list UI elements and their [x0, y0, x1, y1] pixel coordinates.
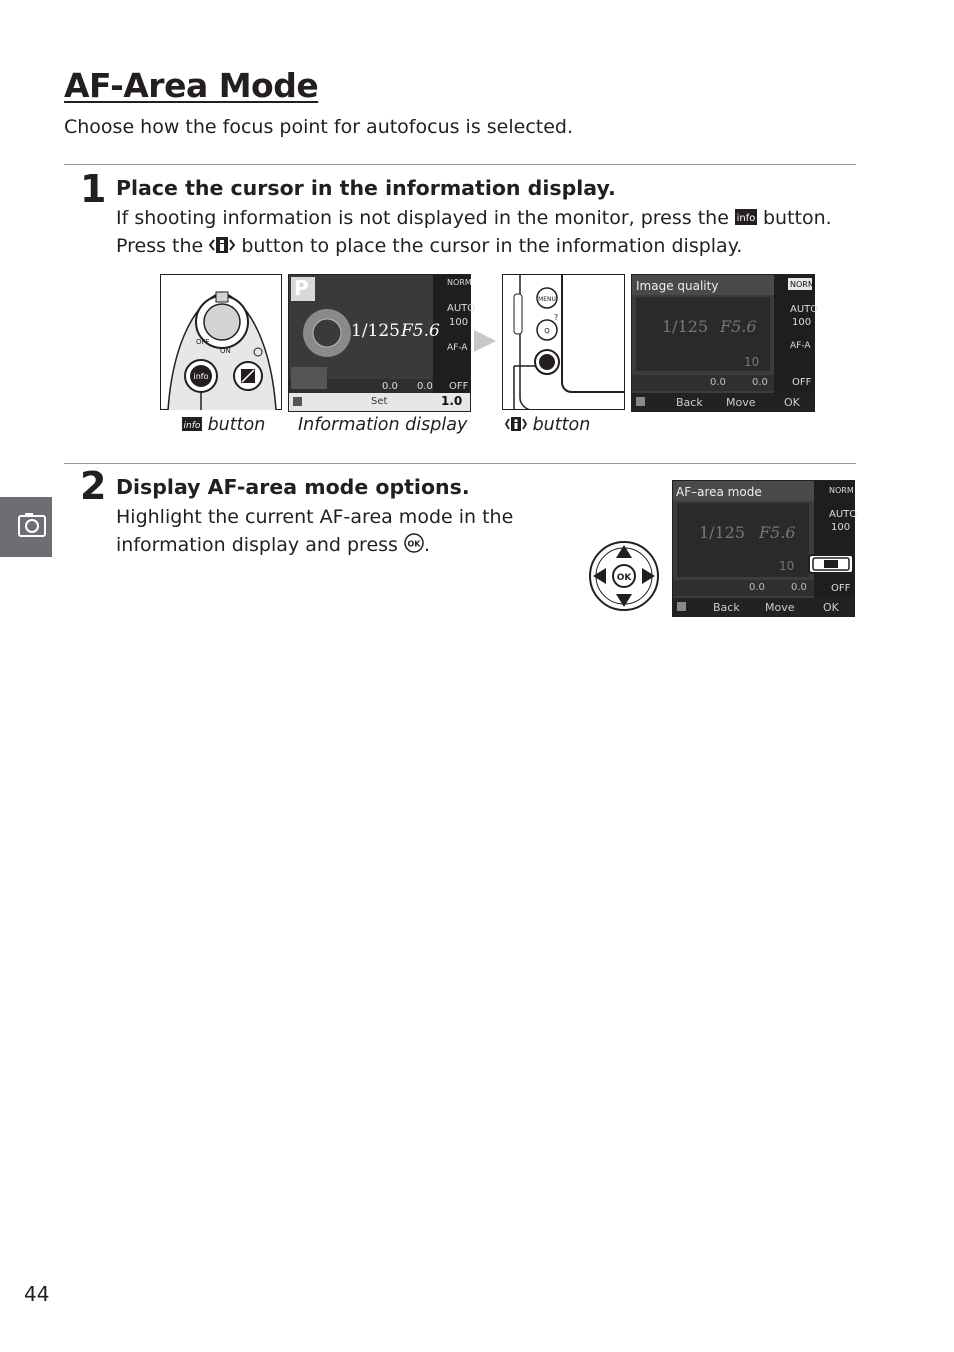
exposure-comp: 0.0 — [749, 582, 765, 593]
shutter-speed: 1/125 — [662, 317, 709, 336]
iso: 100 — [792, 317, 812, 328]
svg-text:OFF: OFF — [196, 338, 210, 346]
af-area-mode-screen — [672, 480, 858, 617]
image-quality-selected: NORM — [790, 280, 815, 289]
svg-text:info: info — [736, 213, 756, 224]
step-2-text-line-1: Highlight the current AF-area mode in the — [116, 506, 514, 528]
svg-text:?: ? — [554, 313, 559, 322]
white-balance: AUTO — [447, 303, 476, 314]
menu-title: AF–area mode — [676, 485, 762, 499]
svg-text:Q: Q — [544, 327, 550, 335]
image-quality: NORM — [829, 486, 854, 495]
svg-text:MENU: MENU — [538, 296, 556, 303]
move-label: Move — [765, 601, 795, 614]
ok-label: OK — [784, 396, 800, 409]
caption-information-display: Information display — [298, 415, 468, 435]
arrow-right-icon — [474, 326, 498, 356]
step-1-number: 1 — [80, 167, 107, 211]
image-quality: NORM — [447, 278, 472, 287]
divider-step-1 — [64, 164, 856, 165]
focus-mode: AF-A — [790, 341, 811, 351]
shutter-speed: 1/125 — [699, 523, 746, 542]
exposures-remaining: 1.0 — [441, 394, 463, 408]
caption-i-button: button — [505, 415, 590, 435]
exposure-comp: 0.0 — [710, 377, 726, 388]
chapter-tab — [0, 497, 52, 557]
step-2-number: 2 — [80, 464, 107, 508]
multi-selector-icon — [588, 540, 660, 612]
menu-title: Image quality — [636, 279, 719, 293]
adl: OFF — [831, 583, 851, 594]
iso: 100 — [449, 317, 469, 328]
step-1-text-line-1: If shooting information is not displayed in the monitor, press the info button. — [116, 207, 832, 229]
step-1-heading: Place the cursor in the information display. — [116, 176, 616, 200]
shutter-speed: 1/125 — [351, 321, 400, 341]
page-number: 44 — [24, 1282, 50, 1306]
shooting-mode: P — [294, 276, 309, 300]
divider-step-2 — [64, 463, 856, 464]
svg-text:info: info — [183, 421, 201, 431]
flash-comp: 0.0 — [417, 381, 433, 392]
set-label: Set — [371, 396, 388, 407]
page-title: AF-Area Mode — [64, 66, 319, 105]
exposure-comp: 0.0 — [382, 381, 398, 392]
white-balance: AUTO — [790, 304, 819, 315]
step-2-heading: Display AF-area mode options. — [116, 475, 470, 499]
step-2-text-line-2: information display and press OK . — [116, 534, 431, 556]
iso: 100 — [831, 522, 851, 533]
info-button-icon — [735, 208, 757, 226]
i-button-icon — [209, 236, 235, 254]
back-label: Back — [676, 396, 703, 409]
svg-text:ON: ON — [220, 347, 231, 355]
adl: OFF — [449, 381, 469, 392]
caption-info-button: info button — [183, 415, 266, 435]
aperture: F5.6 — [720, 317, 757, 336]
svg-text:OK: OK — [616, 573, 632, 583]
flash-comp: 0.0 — [752, 377, 768, 388]
image-quality-screen — [631, 274, 819, 412]
back-label: Back — [713, 601, 740, 614]
svg-text:info: info — [193, 372, 209, 381]
white-balance: AUTO — [829, 509, 858, 520]
flash-comp: 0.0 — [791, 582, 807, 593]
i-button-icon — [505, 416, 527, 432]
camera-info-button-illustration — [160, 274, 282, 410]
aperture: F5.6 — [759, 523, 796, 542]
ok-label: OK — [823, 601, 839, 614]
svg-text:OK: OK — [407, 539, 421, 549]
camera-i-button-illustration — [502, 274, 625, 410]
exposures-remaining: 10 — [779, 559, 795, 573]
step-1-text-line-2: Press the button to place the cursor in the information display. — [116, 235, 743, 257]
camera-icon — [0, 497, 52, 557]
move-label: Move — [726, 396, 756, 409]
intro-text: Choose how the focus point for autofocus is selected. — [64, 116, 574, 138]
ok-button-icon — [404, 533, 424, 553]
focus-mode: AF-A — [447, 343, 468, 353]
exposures-remaining: 10 — [744, 355, 760, 369]
information-display-screen — [288, 274, 476, 412]
aperture: F5.6 — [401, 321, 440, 341]
info-button-icon — [182, 416, 202, 432]
adl: OFF — [792, 377, 812, 388]
